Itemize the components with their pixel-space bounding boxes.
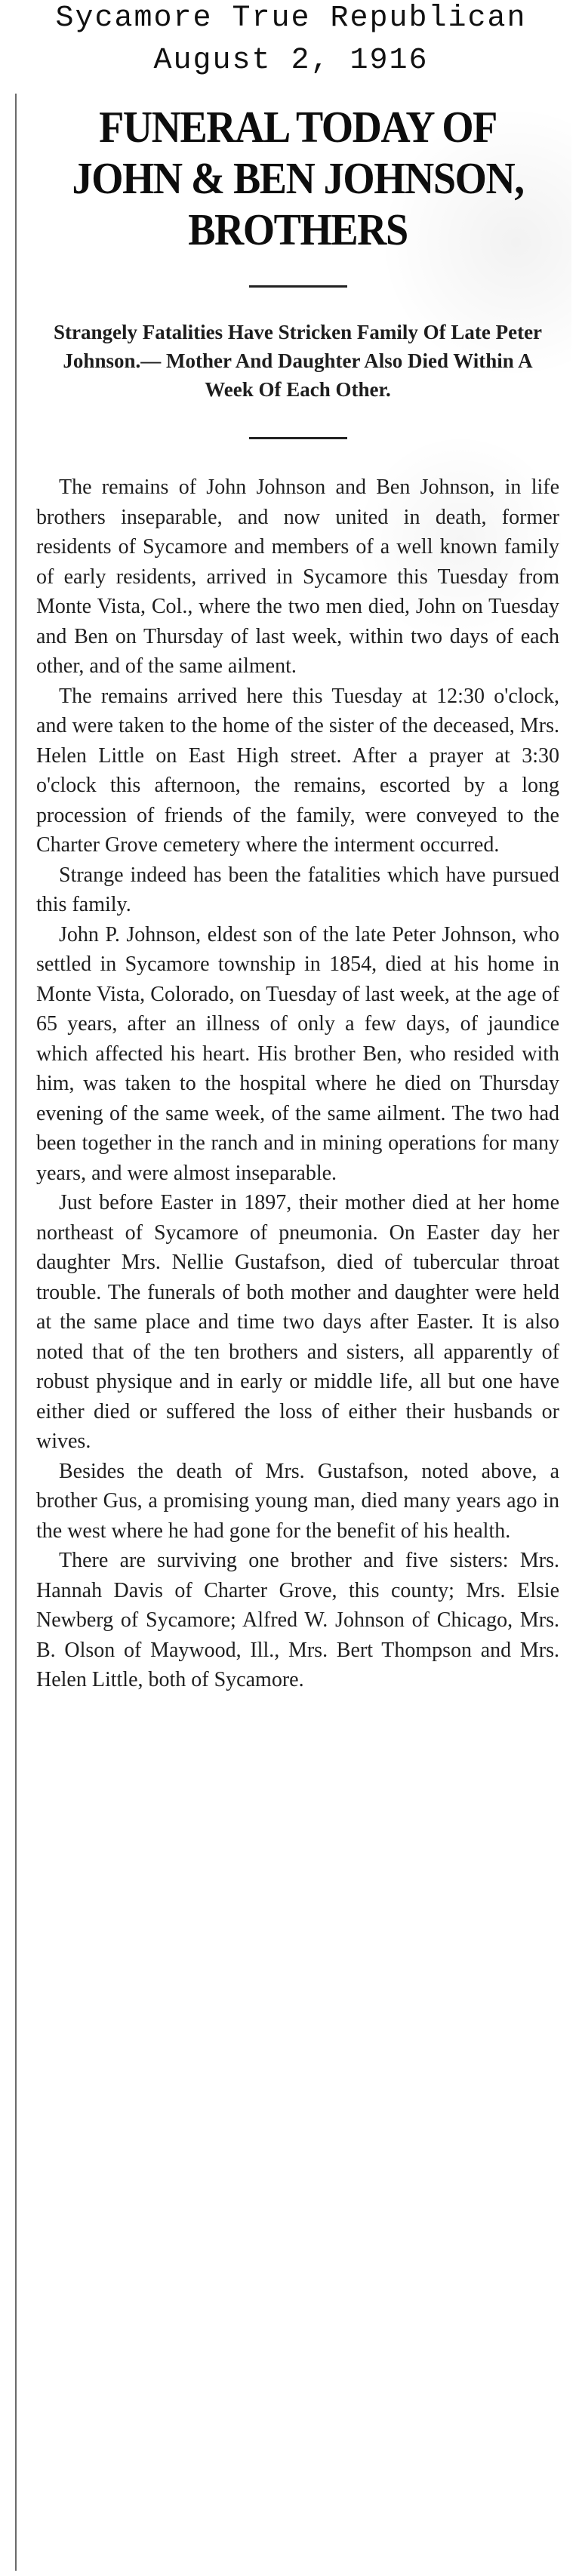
article-headline: FUNERAL TODAY OF JOHN & BEN JOHNSON, BROTHERS bbox=[72, 102, 524, 254]
newspaper-clipping bbox=[15, 94, 571, 2571]
article-body bbox=[36, 472, 559, 1695]
article-paragraph: Just before Easter in 1897, their mother died at her home northeast of Sycamore of pneumonia. On Easter day her daughter Mrs. Nellie Gustafson, died of tubercular throat trouble. The funerals of both mother and daughter were held at the same place and time two days after Easter. It is also noted that of the ten brothers and sisters, all apparently of robust physique and in early or middle life, all but one have either died or suffered the loss of either their husbands or wives. bbox=[36, 1191, 559, 1453]
subhead-divider bbox=[249, 437, 347, 439]
article-paragraph: Besides the death of Mrs. Gustafson, noted above, a brother Gus, a promising young man, died many years ago in the west where he had gone for the benefit of his health. bbox=[36, 1459, 559, 1543]
article-paragraph: John P. Johnson, eldest son of the late Peter Johnson, who settled in Sycamore township in 1854, died at his home in Monte Vista, Colorado, on Tuesday of last week, at the age of 65 years, after an illness of only a few days, of jaundice which affected his heart. His brother Ben, who resided with him, was taken to the hospital where he died on Thursday evening of the same week, of the same ailment. The two had been together in the ranch and in mining operations for many years, and were almost inseparable. bbox=[36, 922, 559, 1185]
newspaper-name: Sycamore True Republican bbox=[55, 2, 527, 35]
article-subhead: Strangely Fatalities Have Stricken Family Of Late Peter Johnson.— Mother And Daughter Also Died Within A Week Of Each Other. bbox=[53, 321, 543, 401]
article-paragraph: Strange indeed has been the fatalities which have pursued this family. bbox=[36, 863, 559, 916]
article-paragraph: There are surviving one brother and five sisters: Mrs. Hannah Davis of Charter Grove, this county; Mrs. Elsie Newberg of Sycamore; Alfred W. Johnson of Chicago, Mrs. B. Olson of Maywood, Ill., Mrs. Bert Thompson and Mrs. Helen Little, both of Sycamore. bbox=[36, 1549, 559, 1691]
publication-date: August 2, 1916 bbox=[153, 44, 429, 78]
article-paragraph: The remains of John Johnson and Ben Johnson, in life brothers inseparable, and now united in death, former residents of Sycamore and members of a well known family of early residents, arrived in Sycamore this Tuesday from Monte Vista, Col., where the two men died, John on Tuesday and Ben on Thursday of last week, within two days of each other, and of the same ailment. bbox=[36, 475, 559, 678]
headline-divider bbox=[249, 285, 347, 288]
article-paragraph: The remains arrived here this Tuesday at 12:30 o'clock, and were taken to the home of the sister of the deceased, Mrs. Helen Little on East High street. After a prayer at 3:30 o'clock this afternoon, the remains, escorted by a long procession of friends of the family, were conveyed to the Charter Grove cemetery where the interment occurred. bbox=[36, 684, 559, 857]
